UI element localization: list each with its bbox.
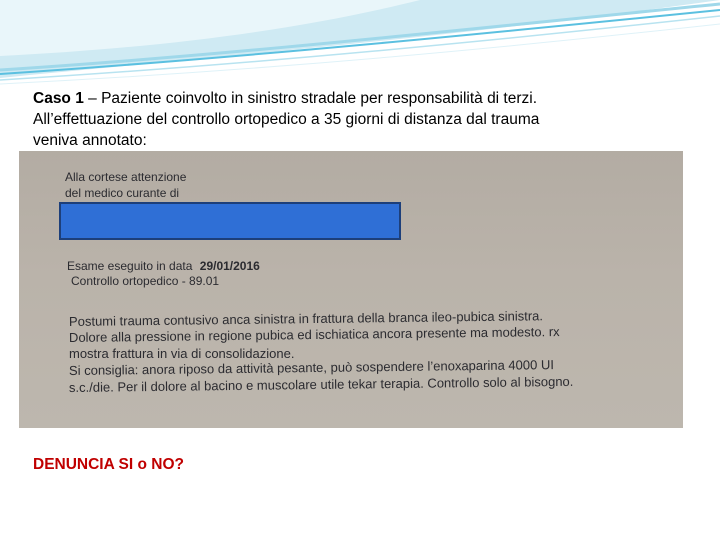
attention-line1: Alla cortese attenzione — [65, 170, 187, 184]
exam-line — [67, 259, 260, 273]
exam-type: Controllo ortopedico - 89.01 — [71, 274, 220, 288]
note-line5: s.c./die. Per il dolore al bacino e muscolare utile tekar terapia. Controllo solo al bisogno. — [68, 373, 574, 395]
exam-label: Esame eseguito in data — [67, 259, 193, 273]
attention-line2: del medico curante di — [65, 186, 180, 200]
redaction-box — [59, 202, 401, 240]
case-label: Caso 1 — [33, 90, 84, 107]
header-decoration — [0, 0, 720, 90]
intro-line2: All’effettuazione del controllo ortopedico a 35 giorni di distanza dal trauma — [33, 111, 540, 128]
exam-date: 29/01/2016 — [199, 259, 260, 273]
report-photo — [19, 151, 683, 428]
note-line3: mostra frattura in via di consolidazione. — [69, 346, 295, 361]
intro-line1: – Paziente coinvolto in sinistro stradale per responsabilità di terzi. — [83, 90, 538, 107]
intro-line3: veniva annotato: — [33, 132, 147, 149]
note-line2: Dolore alla pressione in regione pubica ed ischiatica ancora presente ma modesto. rx — [68, 324, 560, 345]
note-line1: Postumi trauma contusivo anca sinistra in frattura della branca ileo-pubica sinistra. — [68, 308, 544, 329]
question-text: DENUNCIA SI o NO? — [33, 456, 184, 473]
intro-text — [33, 88, 693, 151]
note-line4: Si consiglia: anora riposo da attività pesante, può sospendere l’enoxaparina 4000 UI — [68, 357, 554, 378]
